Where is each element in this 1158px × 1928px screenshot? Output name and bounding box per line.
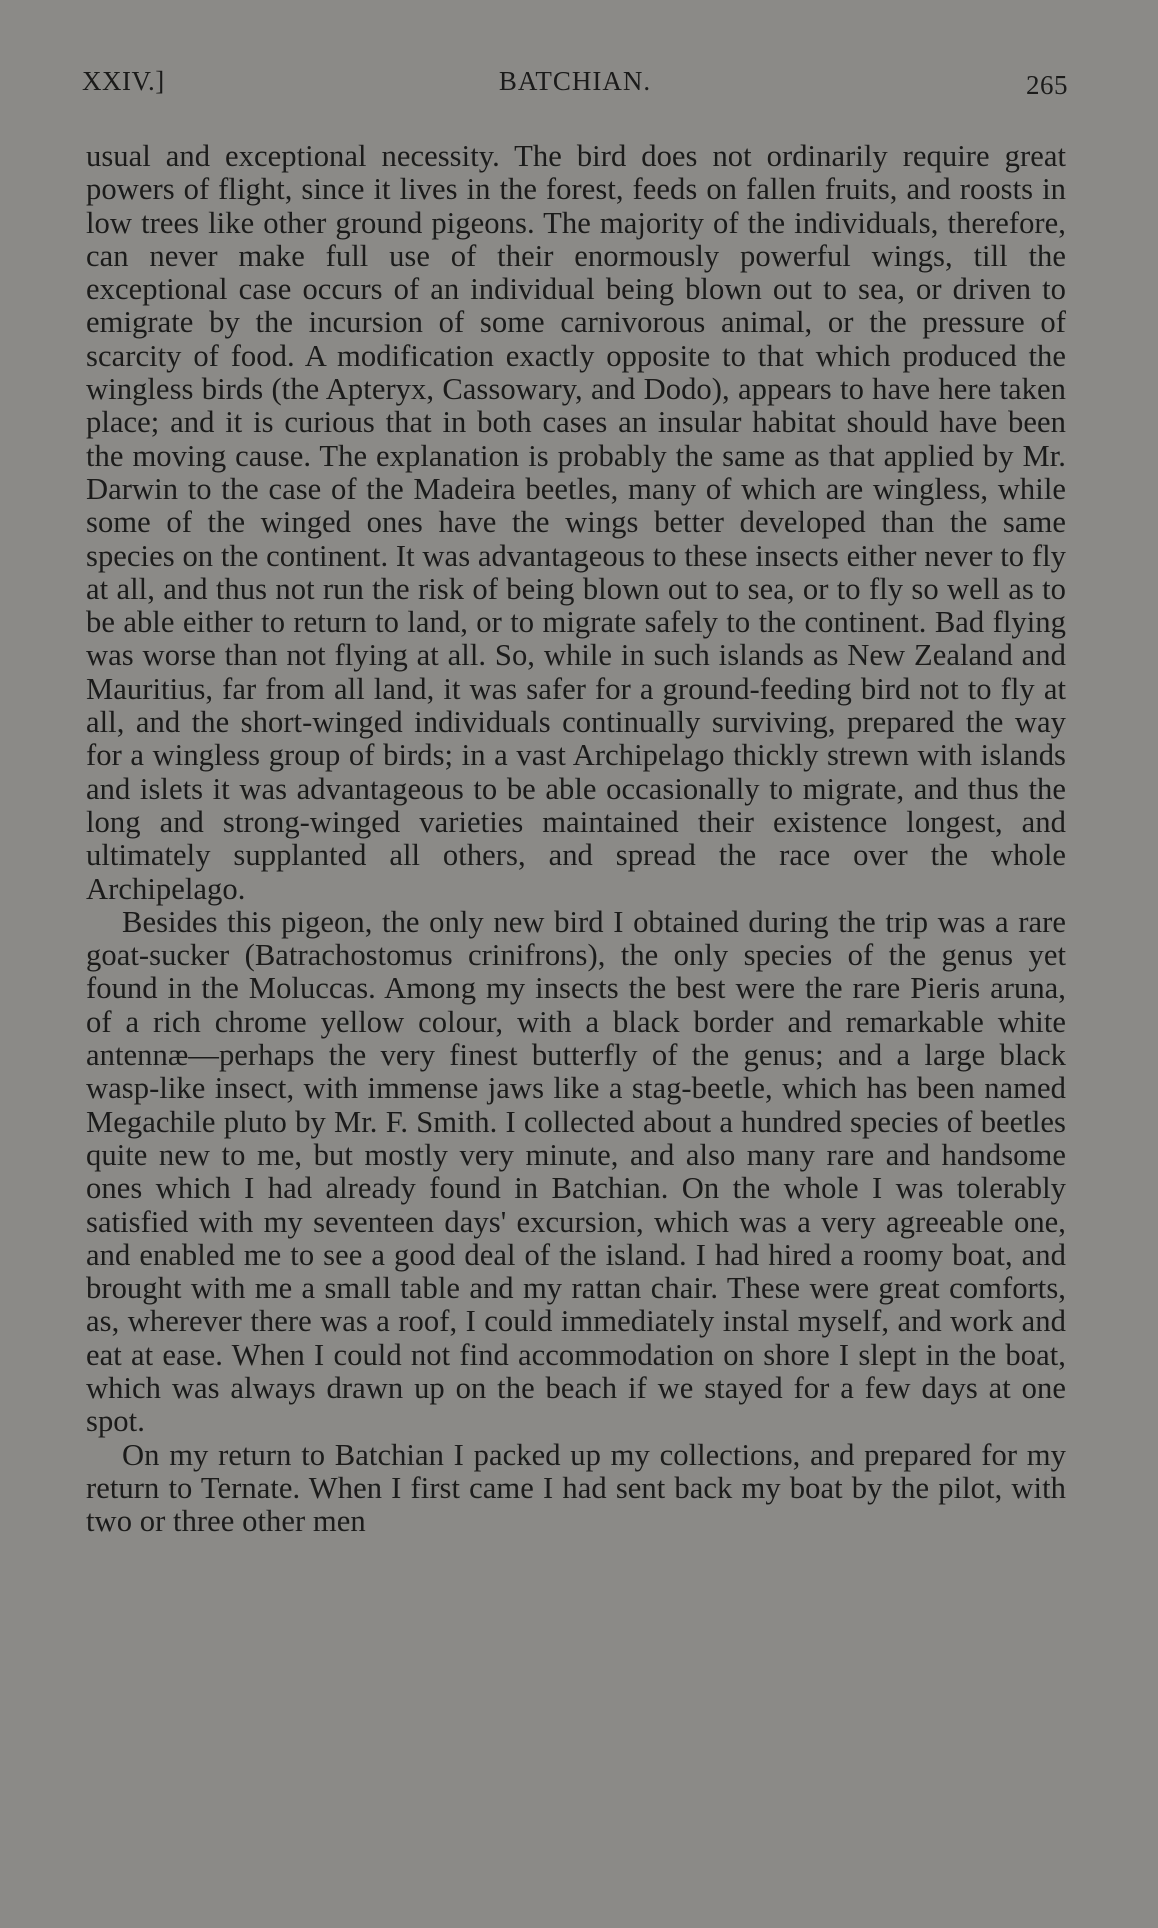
chapter-title: BATCHIAN.: [498, 66, 652, 96]
chapter-number: XXIV.]: [82, 66, 165, 96]
body-text: [86, 140, 1066, 1538]
paragraph-goat-sucker: Besides this pigeon, the only new bird I obtained during the trip was a rare goat-sucker (Batrachostomus crinifrons), the only species of the genus yet found in the Moluccas. Among my insects the best were the rare Pieris aruna, of a rich chrome yellow colour, with a black border and remarkable white antennæ—perhaps the very finest butterfly of the genus; and a large black wasp-like insect, with immense jaws like a stag-beetle, which has been named Megachile pluto by Mr. F. Smith. I collected about a hundred species of beetles quite new to me, but mostly very minute, and also many rare and handsome ones which I had already found in Batchian. On the whole I was tolerably satisfied with my seventeen days' excursion, which was a very agreeable one, and enabled me to see a good deal of the island. I had hired a roomy boat, and brought with me a small table and my rattan chair. These were great comforts, as, wherever there was a roof, I could immediately instal myself, and work and eat at ease. When I could not find accommodation on shore I slept in the boat, which was always drawn up on the beach if we stayed for a few days at one spot.: [86, 904, 1066, 1439]
page-number: 265: [1026, 70, 1068, 100]
paragraph-continuation: usual and exceptional necessity. The bird does not ordinarily require great powers of flight, since it lives in the forest, feeds on fallen fruits, and roosts in low trees like other ground pigeons. The majority of the individuals, therefore, can never make full use of their enormously powerful wings, till the exceptional case occurs of an individual being blown out to sea, or driven to emigrate by the incursion of some carnivorous animal, or the pressure of scarcity of food. A modification exactly opposite to that which produced the wingless birds (the Apteryx, Cassowary, and Dodo), appears to have here taken place; and it is curious that in both cases an insular habitat should have been the moving cause. The explanation is probably the same as that applied by Mr. Darwin to the case of the Madeira beetles, many of which are wingless, while some of the winged ones have the wings better developed than the same species on the continent. It was advantageous to these insects either never to fly at all, and thus not run the risk of being blown out to sea, or to fly so well as to be able either to return to land, or to migrate safely to the continent. Bad flying was worse than not flying at all. So, while in such islands as New Zealand and Mauritius, far from all land, it was safer for a ground-feeding bird not to fly at all, and the short-winged individuals continually surviving, prepared the way for a wingless group of birds; in a vast Archipelago thickly strewn with islands and islets it was advantageous to be able occasionally to migrate, and thus the long and strong-winged varieties maintained their existence longest, and ultimately supplanted all others, and spread the race over the whole Archipelago.: [86, 139, 1066, 906]
running-head: [82, 62, 1068, 102]
paragraph-return-to-batchian: On my return to Batchian I packed up my collections, and prepared for my return to Ternate. When I first came I had sent back my boat by the pilot, with two or three other men: [86, 1437, 1066, 1539]
